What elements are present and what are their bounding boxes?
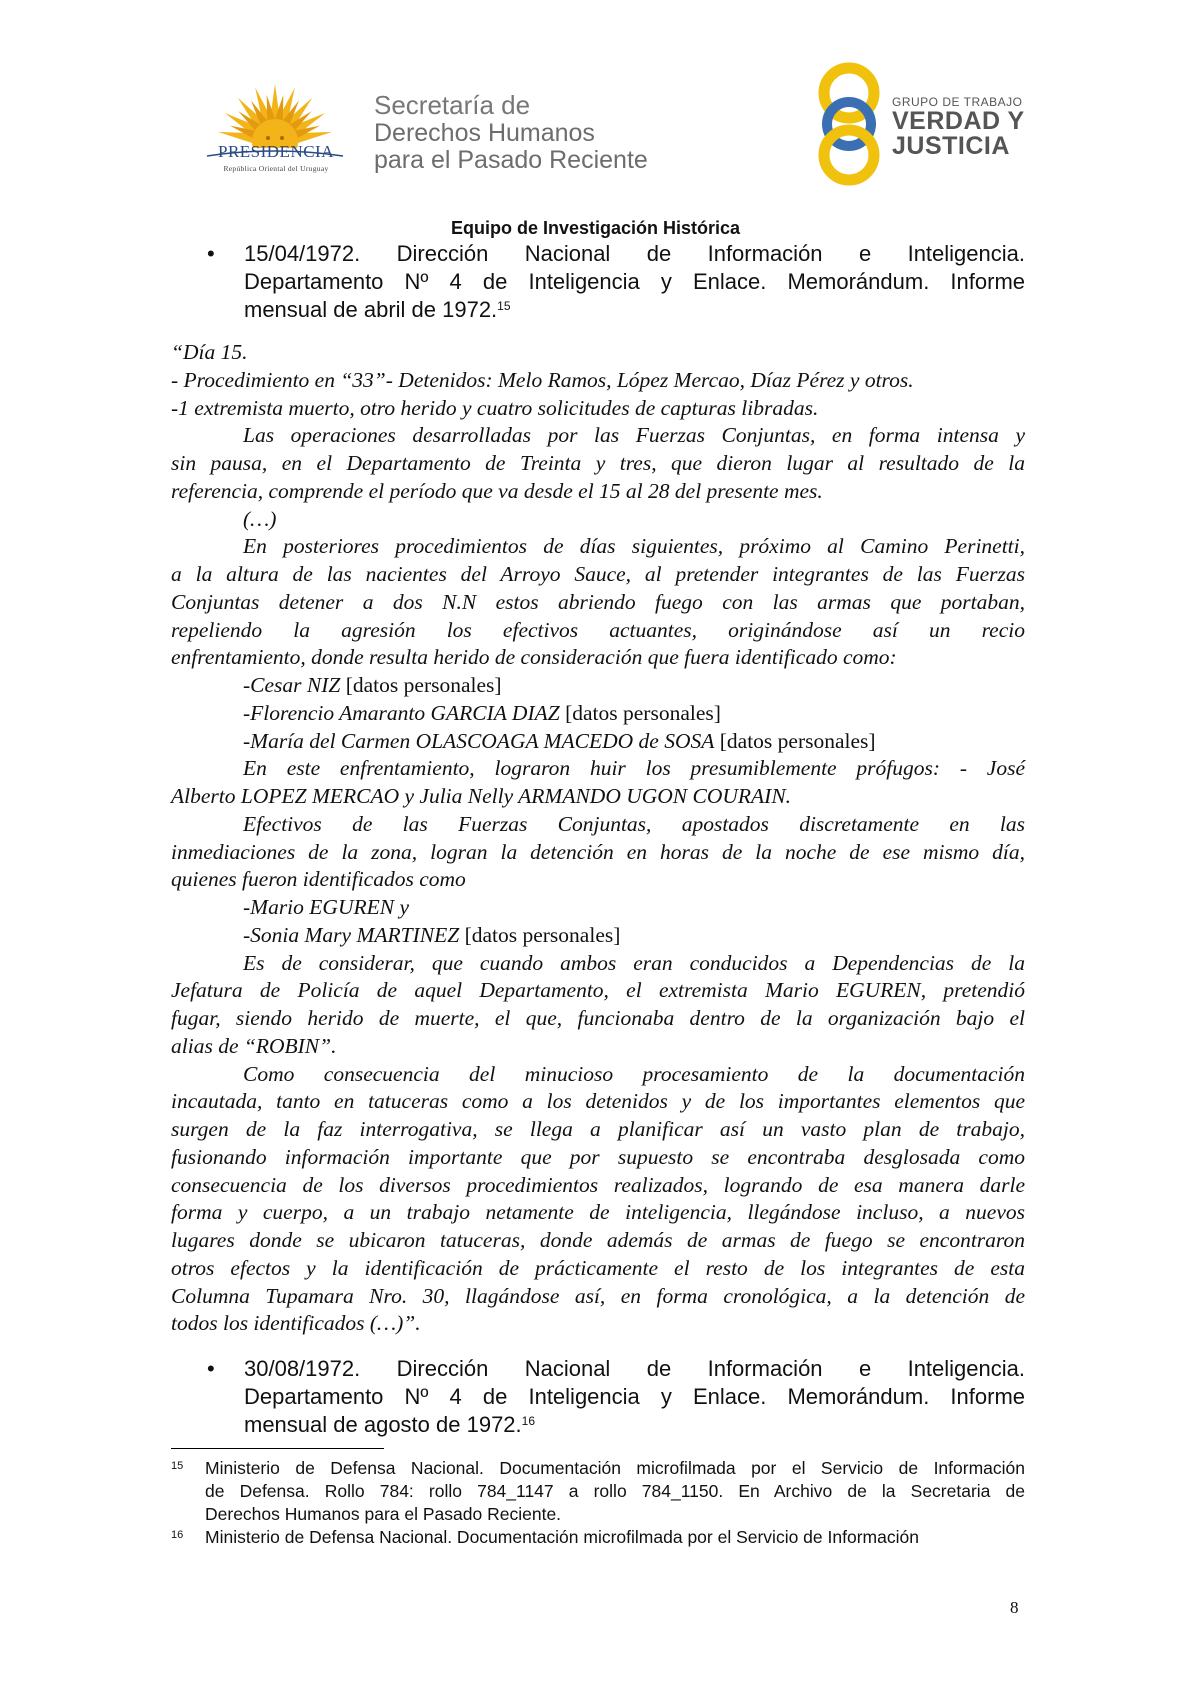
grupo-trabajo-line2: JUSTICIA bbox=[892, 132, 1010, 160]
quote-line: fugar, siendo herido de muerte, el que, funcionaba dentro de la organización bajo el bbox=[171, 1006, 1025, 1030]
quote-line: En posteriores procedimientos de días siguientes, próximo al Camino Perinetti, bbox=[243, 534, 1025, 559]
section-title: Equipo de Investigación Histórica bbox=[450, 218, 741, 238]
quote-line: alias de “ROBIN”. bbox=[171, 1033, 337, 1058]
quote-line: sin pausa, en el Departamento de Treinta y tres, que dieron lugar al resultado de la bbox=[171, 451, 1025, 475]
quote-line: forma y cuerpo, a un trabajo netamente de inteligencia, llegándose incluso, a nuevos bbox=[171, 1200, 1025, 1225]
verdad-justicia-rings-logo bbox=[808, 62, 890, 186]
quote-line: Las operaciones desarrolladas por las Fuerzas Conjuntas, en forma intensa y bbox=[243, 423, 1025, 448]
bullet-icon: • bbox=[207, 241, 215, 266]
quote-line: Alberto LOPEZ MERCAO y Julia Nelly ARMANDO UGON COURAIN. bbox=[171, 784, 792, 808]
secretaria-line3: para el Pasado Reciente bbox=[374, 146, 648, 174]
page-number: 8 bbox=[1010, 1598, 1019, 1617]
entry2-line1: 30/08/1972. Dirección Nacional de Información e Inteligencia. bbox=[244, 1356, 1025, 1381]
quote-line: inmediaciones de la zona, logran la detención en horas de la noche de ese mismo día, bbox=[171, 839, 1025, 864]
footnote-line: de Defensa. Rollo 784: rollo 784_1147 a rollo 784_1150. En Archivo de la Secretaria de bbox=[205, 1481, 1025, 1501]
quote-line bbox=[171, 922, 1025, 950]
quote-line: otros efectos y la identificación de prácticamente el resto de los integrantes de esta bbox=[171, 1255, 1025, 1280]
quote-line: referencia, comprende el período que va desde el 15 al 28 del presente mes. bbox=[171, 478, 823, 503]
footnote-15 bbox=[171, 1457, 1025, 1526]
quote-line: incautada, tanto en tatuceras como a los detenidos y de los importantes elementos que bbox=[171, 1089, 1025, 1114]
quote-line: quienes fueron identificados como bbox=[171, 867, 466, 892]
entry1-line3-text: mensual de abril de 1972. bbox=[244, 297, 498, 322]
quote-line: Como consecuencia del minucioso procesamiento de la documentación bbox=[243, 1061, 1025, 1086]
quote-line: lugares donde se ubicaron tatuceras, donde además de armas de fuego se encontraron bbox=[171, 1228, 1025, 1252]
quote-line: consecuencia de los diversos procedimientos realizados, logrando de esa manera darle bbox=[171, 1172, 1025, 1197]
entry1-line3 bbox=[244, 296, 1025, 324]
quote-line: (…) bbox=[243, 506, 277, 531]
quote-line: a la altura de las nacientes del Arroyo Sauce, al pretender integrantes de las Fuerzas bbox=[171, 562, 1025, 586]
person-name: -Cesar NIZ bbox=[243, 673, 341, 697]
quote-line: todos los identificados (…)”. bbox=[171, 1311, 421, 1336]
quote-line: Jefatura de Policía de aquel Departamento, el extremista Mario EGUREN, pretendió bbox=[171, 978, 1025, 1003]
document-entry-2 bbox=[207, 1355, 1025, 1439]
person-name: -Florencio Amaranto GARCIA DIAZ bbox=[243, 700, 560, 725]
presidencia-sun-logo bbox=[195, 80, 355, 190]
grupo-trabajo-title bbox=[892, 95, 1025, 159]
quote-line: surgen de la faz interrogativa, se llega a planificar así un vasto plan de trabajo, bbox=[171, 1117, 1025, 1141]
redaction-note: [datos personales] bbox=[714, 728, 876, 753]
grupo-trabajo-small: GRUPO DE TRABAJO bbox=[892, 95, 1023, 109]
quote-line: Columna Tupamara Nro. 30, llagándose así, en forma cronológica, a la detención de bbox=[171, 1283, 1025, 1308]
entry2-line2: Departamento Nº 4 de Inteligencia y Enlace. Memorándum. Informe bbox=[244, 1384, 1025, 1409]
redaction-note: [datos personales] bbox=[340, 673, 502, 697]
footnote-ref-16: 16 bbox=[521, 1414, 536, 1428]
entry1-line1: 15/04/1972. Dirección Nacional de Información e Inteligencia. bbox=[244, 241, 1025, 266]
grupo-trabajo-line1: VERDAD Y bbox=[892, 107, 1025, 135]
presidencia-name: PRESIDENCIA bbox=[217, 142, 334, 161]
quote-line: Es de considerar, que cuando ambos eran conducidos a Dependencias de la bbox=[243, 950, 1025, 975]
quote-line: repeliendo la agresión los efectivos actuantes, originándose así un recio bbox=[171, 617, 1025, 642]
person-name: -Sonia Mary MARTINEZ bbox=[243, 922, 460, 947]
quote-line bbox=[171, 672, 1025, 700]
entry1-line2: Departamento Nº 4 de Inteligencia y Enlace. Memorándum. Informe bbox=[244, 269, 1025, 294]
page-header bbox=[0, 0, 1191, 215]
footnote-number: 15 bbox=[171, 1460, 184, 1472]
quote-line: -1 extremista muerto, otro herido y cuatro solicitudes de capturas libradas. bbox=[171, 395, 819, 420]
secretaria-line1: Secretaría de bbox=[374, 90, 531, 120]
bullet-icon: • bbox=[207, 1356, 215, 1381]
quote-line: Conjuntas detener a dos N.N estos abriendo fuego con las armas que portaban, bbox=[171, 589, 1025, 614]
footnote-line: Derechos Humanos para el Pasado Reciente. bbox=[205, 1504, 562, 1524]
redaction-note: [datos personales] bbox=[559, 700, 721, 725]
quote-line: Efectivos de las Fuerzas Conjuntas, apostados discretamente en las bbox=[243, 811, 1025, 836]
quote-line: enfrentamiento, donde resulta herido de consideración que fuera identificado como: bbox=[171, 645, 897, 670]
quote-line: - Procedimiento en “33”- Detenidos: Melo Ramos, López Mercao, Díaz Pérez y otros. bbox=[171, 367, 914, 392]
footnote-number: 16 bbox=[171, 1529, 184, 1541]
entry2-line3-text: mensual de agosto de 1972. bbox=[244, 1412, 522, 1437]
person-name: -María del Carmen OLASCOAGA MACEDO de SOSA bbox=[243, 728, 715, 753]
footnote-ref-15: 15 bbox=[497, 299, 511, 313]
quoted-memorandum bbox=[171, 339, 1025, 1338]
secretaria-line2: Derechos Humanos bbox=[374, 119, 595, 147]
quote-line: En este enfrentamiento, lograron huir los presumiblemente prófugos: - José bbox=[243, 756, 1025, 781]
footnote-line: Ministerio de Defensa Nacional. Documentación microfilmada por el Servicio de Información bbox=[205, 1527, 919, 1547]
quote-line: “Día 15. bbox=[171, 340, 248, 364]
footnote-line: Ministerio de Defensa Nacional. Documentación microfilmada por el Servicio de Información bbox=[205, 1458, 1025, 1478]
secretaria-title bbox=[374, 90, 648, 174]
quote-line bbox=[171, 700, 1025, 728]
quote-line bbox=[171, 728, 1025, 756]
footnote-16 bbox=[171, 1526, 1025, 1549]
presidencia-subtitle: República Oriental del Uruguay bbox=[223, 164, 329, 173]
document-entry-1 bbox=[207, 240, 1025, 324]
quote-line: fusionando información importante que por supuesto se encontraba desglosada como bbox=[171, 1144, 1025, 1169]
entry2-line3 bbox=[244, 1411, 1025, 1439]
quote-line: -Mario EGUREN y bbox=[243, 895, 409, 919]
redaction-note: [datos personales] bbox=[459, 922, 621, 947]
footnote-separator bbox=[171, 1448, 384, 1449]
